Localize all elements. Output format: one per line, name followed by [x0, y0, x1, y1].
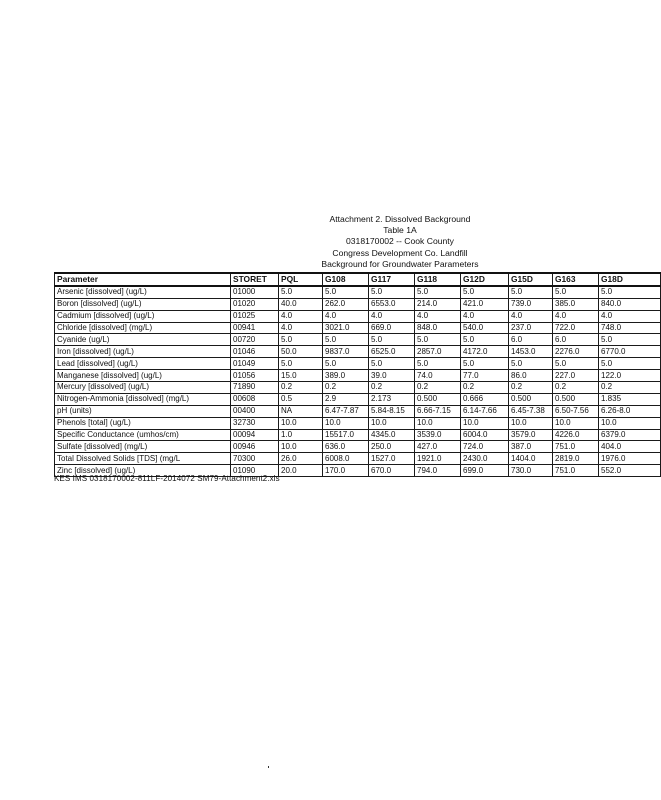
value-cell: 5.0 [415, 334, 461, 346]
value-cell: 6379.0 [599, 429, 661, 441]
parameter-cell: Sulfate [dissolved] (mg/L) [55, 441, 231, 453]
value-cell: 5.0 [599, 334, 661, 346]
value-cell: 0.2 [553, 382, 599, 394]
value-cell: 10.0 [461, 417, 509, 429]
value-cell: 6.0 [553, 334, 599, 346]
value-cell: 724.0 [461, 441, 509, 453]
column-header: G12D [461, 273, 509, 286]
value-cell: 751.0 [553, 465, 599, 477]
value-cell: 6004.0 [461, 429, 509, 441]
value-cell: 385.0 [553, 298, 599, 310]
value-cell: 1404.0 [509, 453, 553, 465]
table-row [55, 322, 661, 334]
value-cell: 5.0 [509, 286, 553, 298]
parameter-cell: Cadmium [dissolved] (ug/L) [55, 310, 231, 322]
value-cell: 2819.0 [553, 453, 599, 465]
document-heading [250, 214, 550, 270]
scan-speck [268, 766, 269, 768]
value-cell: 01090 [231, 465, 279, 477]
parameter-cell: Nitrogen-Ammonia [dissolved] (mg/L) [55, 393, 231, 405]
value-cell: 5.0 [553, 358, 599, 370]
value-cell: 0.2 [509, 382, 553, 394]
value-cell: 01056 [231, 370, 279, 382]
value-cell: 5.0 [279, 334, 323, 346]
value-cell: 01000 [231, 286, 279, 298]
value-cell: 5.0 [461, 286, 509, 298]
value-cell: 540.0 [461, 322, 509, 334]
background-table-container [54, 272, 631, 475]
value-cell: 4.0 [279, 310, 323, 322]
value-cell: 10.0 [279, 417, 323, 429]
heading-site-id: 0318170002 -- Cook County [346, 236, 454, 247]
table-row [55, 286, 661, 298]
value-cell: 71890 [231, 382, 279, 394]
value-cell: 4.0 [279, 322, 323, 334]
value-cell: 0.2 [415, 382, 461, 394]
value-cell: 6.47-7.87 [323, 405, 369, 417]
value-cell: 4.0 [415, 310, 461, 322]
value-cell: 5.0 [415, 286, 461, 298]
value-cell: 2857.0 [415, 346, 461, 358]
value-cell: 6770.0 [599, 346, 661, 358]
heading-table-subject: Background for Groundwater Parameters [321, 258, 479, 269]
value-cell: 00094 [231, 429, 279, 441]
value-cell: 5.0 [369, 286, 415, 298]
table-row [55, 441, 661, 453]
value-cell: 0.500 [553, 393, 599, 405]
value-cell: 730.0 [509, 465, 553, 477]
value-cell: 26.0 [279, 453, 323, 465]
column-header: Parameter [55, 273, 231, 286]
table-row [55, 298, 661, 310]
value-cell: 6553.0 [369, 298, 415, 310]
value-cell: 4.0 [461, 310, 509, 322]
table-body [55, 286, 661, 477]
value-cell: 427.0 [415, 441, 461, 453]
value-cell: 5.0 [323, 286, 369, 298]
value-cell: 3021.0 [323, 322, 369, 334]
parameter-cell: Boron [dissolved] (ug/L) [55, 298, 231, 310]
value-cell: 4.0 [323, 310, 369, 322]
value-cell: 237.0 [509, 322, 553, 334]
value-cell: 1976.0 [599, 453, 661, 465]
background-parameters-table [54, 272, 661, 477]
value-cell: 00400 [231, 405, 279, 417]
value-cell: 5.0 [415, 358, 461, 370]
value-cell: 01025 [231, 310, 279, 322]
value-cell: 6.26-8.0 [599, 405, 661, 417]
value-cell: 5.0 [461, 334, 509, 346]
value-cell: 739.0 [509, 298, 553, 310]
parameter-cell: Arsenic [dissolved] (ug/L) [55, 286, 231, 298]
value-cell: 848.0 [415, 322, 461, 334]
value-cell: 70300 [231, 453, 279, 465]
table-row [55, 393, 661, 405]
value-cell: 0.500 [415, 393, 461, 405]
parameter-cell: Mercury [dissolved] (ug/L) [55, 382, 231, 394]
value-cell: 751.0 [553, 441, 599, 453]
value-cell: 0.500 [509, 393, 553, 405]
value-cell: 0.666 [461, 393, 509, 405]
value-cell: 5.0 [279, 358, 323, 370]
value-cell: 6.0 [509, 334, 553, 346]
value-cell: 5.0 [369, 334, 415, 346]
value-cell: 39.0 [369, 370, 415, 382]
column-header: G163 [553, 273, 599, 286]
value-cell: 2430.0 [461, 453, 509, 465]
table-header-row [55, 273, 661, 286]
value-cell: 5.0 [369, 358, 415, 370]
value-cell: 5.0 [461, 358, 509, 370]
value-cell: 40.0 [279, 298, 323, 310]
table-row [55, 453, 661, 465]
value-cell: 5.0 [553, 286, 599, 298]
value-cell: 2.173 [369, 393, 415, 405]
value-cell: 636.0 [323, 441, 369, 453]
value-cell: 6.45-7.38 [509, 405, 553, 417]
value-cell: 0.2 [323, 382, 369, 394]
value-cell: 5.0 [599, 358, 661, 370]
value-cell: 00946 [231, 441, 279, 453]
value-cell: 15517.0 [323, 429, 369, 441]
value-cell: 4172.0 [461, 346, 509, 358]
value-cell: 6.50-7.56 [553, 405, 599, 417]
parameter-cell: Zinc [dissolved] (ug/L) [55, 465, 231, 477]
value-cell: 9837.0 [323, 346, 369, 358]
value-cell: 1.835 [599, 393, 661, 405]
value-cell: 01046 [231, 346, 279, 358]
value-cell: 74.0 [415, 370, 461, 382]
table-row [55, 358, 661, 370]
value-cell: 2276.0 [553, 346, 599, 358]
value-cell: 86.0 [509, 370, 553, 382]
value-cell: 227.0 [553, 370, 599, 382]
value-cell: 4226.0 [553, 429, 599, 441]
value-cell: 4.0 [369, 310, 415, 322]
parameter-cell: Cyanide (ug/L) [55, 334, 231, 346]
value-cell: 214.0 [415, 298, 461, 310]
value-cell: 670.0 [369, 465, 415, 477]
value-cell: 122.0 [599, 370, 661, 382]
value-cell: 77.0 [461, 370, 509, 382]
column-header: G18D [599, 273, 661, 286]
value-cell: 10.0 [369, 417, 415, 429]
column-header: G117 [369, 273, 415, 286]
value-cell: 5.84-8.15 [369, 405, 415, 417]
value-cell: 5.0 [323, 358, 369, 370]
parameter-cell: Iron [dissolved] (ug/L) [55, 346, 231, 358]
value-cell: 1921.0 [415, 453, 461, 465]
value-cell: 01049 [231, 358, 279, 370]
parameter-cell: pH (units) [55, 405, 231, 417]
value-cell: 0.2 [279, 382, 323, 394]
value-cell: 3579.0 [509, 429, 553, 441]
value-cell: 32730 [231, 417, 279, 429]
value-cell: 10.0 [415, 417, 461, 429]
column-header: STORET [231, 273, 279, 286]
value-cell: 170.0 [323, 465, 369, 477]
value-cell: 4.0 [599, 310, 661, 322]
value-cell: 00608 [231, 393, 279, 405]
value-cell: 2.9 [323, 393, 369, 405]
value-cell: 10.0 [279, 441, 323, 453]
parameter-cell: Total Dissolved Solids [TDS] (mg/L [55, 453, 231, 465]
value-cell: 15.0 [279, 370, 323, 382]
value-cell: 0.5 [279, 393, 323, 405]
value-cell: 10.0 [599, 417, 661, 429]
value-cell: 387.0 [509, 441, 553, 453]
parameter-cell: Chloride [dissolved] (mg/L) [55, 322, 231, 334]
value-cell: 4.0 [553, 310, 599, 322]
value-cell: 0.2 [461, 382, 509, 394]
value-cell: 50.0 [279, 346, 323, 358]
value-cell: 3539.0 [415, 429, 461, 441]
value-cell: 722.0 [553, 322, 599, 334]
column-header: G15D [509, 273, 553, 286]
value-cell: 1527.0 [369, 453, 415, 465]
value-cell: 250.0 [369, 441, 415, 453]
value-cell: 5.0 [599, 286, 661, 298]
parameter-cell: Phenols [total] (ug/L) [55, 417, 231, 429]
table-row [55, 346, 661, 358]
value-cell: NA [279, 405, 323, 417]
value-cell: 10.0 [553, 417, 599, 429]
value-cell: 262.0 [323, 298, 369, 310]
value-cell: 5.0 [279, 286, 323, 298]
value-cell: 6.66-7.15 [415, 405, 461, 417]
file-path-footer: KES IMS 0318170002-811LF-2014072 SM79-Attachment2.xls [54, 474, 280, 483]
table-row [55, 310, 661, 322]
value-cell: 20.0 [279, 465, 323, 477]
value-cell: 6525.0 [369, 346, 415, 358]
column-header: G108 [323, 273, 369, 286]
column-header: G118 [415, 273, 461, 286]
value-cell: 0.2 [599, 382, 661, 394]
value-cell: 421.0 [461, 298, 509, 310]
parameter-cell: Manganese [dissolved] (ug/L) [55, 370, 231, 382]
parameter-cell: Specific Conductance (umhos/cm) [55, 429, 231, 441]
value-cell: 0.2 [369, 382, 415, 394]
value-cell: 01020 [231, 298, 279, 310]
parameter-cell: Lead [dissolved] (ug/L) [55, 358, 231, 370]
value-cell: 6.14-7.66 [461, 405, 509, 417]
column-header: PQL [279, 273, 323, 286]
table-row [55, 429, 661, 441]
value-cell: 4.0 [509, 310, 553, 322]
value-cell: 748.0 [599, 322, 661, 334]
table-row [55, 405, 661, 417]
value-cell: 10.0 [509, 417, 553, 429]
value-cell: 1.0 [279, 429, 323, 441]
heading-attachment-title: Attachment 2. Dissolved Background [329, 214, 471, 224]
value-cell: 552.0 [599, 465, 661, 477]
value-cell: 00720 [231, 334, 279, 346]
value-cell: 00941 [231, 322, 279, 334]
value-cell: 389.0 [323, 370, 369, 382]
value-cell: 10.0 [323, 417, 369, 429]
value-cell: 4345.0 [369, 429, 415, 441]
table-row [55, 382, 661, 394]
table-row [55, 370, 661, 382]
value-cell: 699.0 [461, 465, 509, 477]
value-cell: 1453.0 [509, 346, 553, 358]
value-cell: 5.0 [509, 358, 553, 370]
table-row [55, 334, 661, 346]
value-cell: 5.0 [323, 334, 369, 346]
value-cell: 794.0 [415, 465, 461, 477]
heading-table-number: Table 1A [383, 225, 417, 236]
heading-site-name: Congress Development Co. Landfill [332, 247, 468, 258]
value-cell: 404.0 [599, 441, 661, 453]
value-cell: 6008.0 [323, 453, 369, 465]
value-cell: 840.0 [599, 298, 661, 310]
table-row [55, 417, 661, 429]
value-cell: 669.0 [369, 322, 415, 334]
